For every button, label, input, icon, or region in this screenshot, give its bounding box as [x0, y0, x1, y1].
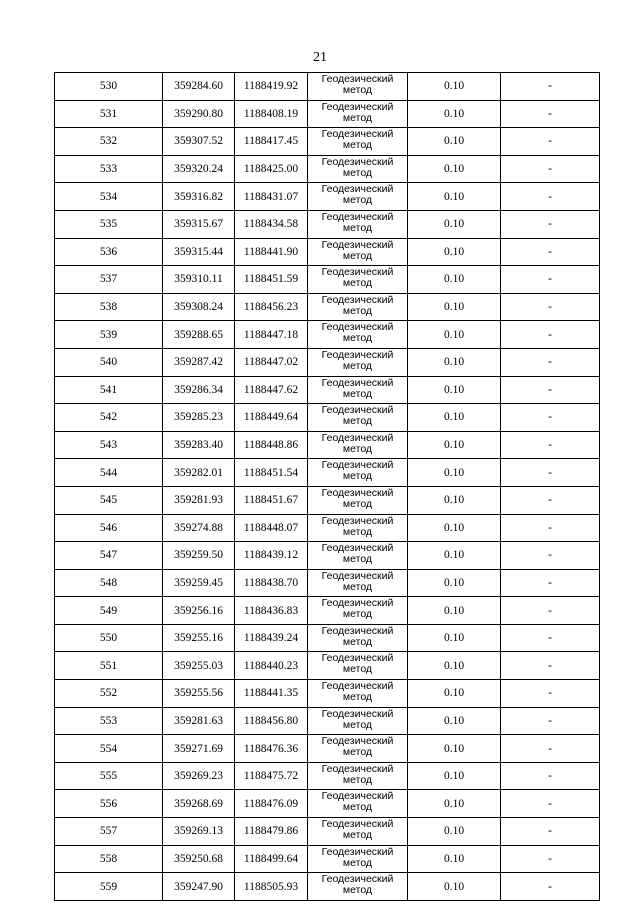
method-cell [308, 100, 408, 128]
table-row [55, 404, 600, 432]
point-number-cell: 547 [55, 542, 163, 570]
note-cell: - [501, 238, 600, 266]
note-cell: - [501, 873, 600, 901]
accuracy-cell: 0.10 [408, 376, 501, 404]
method-text-line-1: Геодезический [321, 707, 394, 720]
y-coordinate-cell: 1188476.09 [235, 790, 308, 818]
x-coordinate-cell: 359269.23 [163, 762, 235, 790]
accuracy-cell: 0.10 [408, 542, 501, 570]
method-text-line-1: Геодезический [321, 624, 394, 637]
method-text-line-1: Геодезический [321, 486, 394, 499]
point-number-cell: 535 [55, 210, 163, 238]
y-coordinate-cell: 1188441.90 [235, 238, 308, 266]
method-text-line-1: Геодезический [321, 100, 394, 113]
accuracy-cell: 0.10 [408, 514, 501, 542]
point-number-cell: 543 [55, 431, 163, 459]
accuracy-cell: 0.10 [408, 404, 501, 432]
method-text-line-1: Геодезический [321, 128, 394, 141]
method-text-line-2: метод [342, 166, 373, 179]
table-row [55, 238, 600, 266]
method-text-line-1: Геодезический [321, 348, 394, 361]
y-coordinate-cell: 1188408.19 [235, 100, 308, 128]
y-coordinate-cell: 1188447.02 [235, 348, 308, 376]
y-coordinate-cell: 1188417.45 [235, 128, 308, 156]
point-number-cell: 555 [55, 762, 163, 790]
method-text-line-1: Геодезический [321, 873, 394, 886]
method-text-line-2: метод [342, 801, 373, 814]
method-text-line-2: метод [342, 635, 373, 648]
x-coordinate-cell: 359259.50 [163, 542, 235, 570]
method-text-line-1: Геодезический [321, 680, 394, 693]
x-coordinate-cell: 359315.44 [163, 238, 235, 266]
point-number-cell: 552 [55, 680, 163, 708]
x-coordinate-cell: 359255.56 [163, 680, 235, 708]
x-coordinate-cell: 359259.45 [163, 569, 235, 597]
method-cell [308, 762, 408, 790]
note-cell: - [501, 707, 600, 735]
method-text-line-2: метод [342, 470, 373, 483]
accuracy-cell: 0.10 [408, 155, 501, 183]
x-coordinate-cell: 359290.80 [163, 100, 235, 128]
method-cell [308, 624, 408, 652]
point-number-cell: 551 [55, 652, 163, 680]
point-number-cell: 532 [55, 128, 163, 156]
accuracy-cell: 0.10 [408, 818, 501, 846]
table-row [55, 266, 600, 294]
table-row [55, 100, 600, 128]
method-cell [308, 321, 408, 349]
note-cell: - [501, 514, 600, 542]
table-row [55, 680, 600, 708]
point-number-cell: 548 [55, 569, 163, 597]
y-coordinate-cell: 1188425.00 [235, 155, 308, 183]
method-text-line-2: метод [342, 580, 373, 593]
point-number-cell: 533 [55, 155, 163, 183]
accuracy-cell: 0.10 [408, 128, 501, 156]
method-text-line-2: метод [342, 415, 373, 428]
table-row [55, 845, 600, 873]
table-row [55, 321, 600, 349]
method-text-line-2: метод [342, 773, 373, 786]
method-text-line-1: Геодезический [321, 652, 394, 665]
method-text-line-2: метод [342, 746, 373, 759]
accuracy-cell: 0.10 [408, 680, 501, 708]
method-text-line-2: метод [342, 387, 373, 400]
note-cell: - [501, 486, 600, 514]
note-cell: - [501, 348, 600, 376]
method-text-line-2: метод [342, 553, 373, 566]
method-cell [308, 155, 408, 183]
table-row [55, 762, 600, 790]
note-cell: - [501, 266, 600, 294]
method-text-line-1: Геодезический [321, 155, 394, 168]
method-text-line-1: Геодезический [321, 818, 394, 831]
point-number-cell: 545 [55, 486, 163, 514]
y-coordinate-cell: 1188505.93 [235, 873, 308, 901]
y-coordinate-cell: 1188436.83 [235, 597, 308, 625]
point-number-cell: 538 [55, 293, 163, 321]
method-text-line-1: Геодезический [321, 431, 394, 444]
x-coordinate-cell: 359269.13 [163, 818, 235, 846]
method-cell [308, 238, 408, 266]
note-cell: - [501, 293, 600, 321]
x-coordinate-cell: 359256.16 [163, 597, 235, 625]
table-row [55, 376, 600, 404]
point-number-cell: 542 [55, 404, 163, 432]
coordinates-table [54, 72, 600, 901]
table-row [55, 348, 600, 376]
point-number-cell: 544 [55, 459, 163, 487]
method-text-line-2: метод [342, 139, 373, 152]
method-text-line-1: Геодезический [321, 569, 394, 582]
method-text-line-1: Геодезический [321, 514, 394, 527]
y-coordinate-cell: 1188451.59 [235, 266, 308, 294]
method-text-line-1: Геодезический [321, 376, 394, 389]
note-cell: - [501, 680, 600, 708]
y-coordinate-cell: 1188479.86 [235, 818, 308, 846]
method-text-line-1: Геодезический [321, 597, 394, 610]
y-coordinate-cell: 1188439.12 [235, 542, 308, 570]
method-text-line-2: метод [342, 277, 373, 290]
x-coordinate-cell: 359315.67 [163, 210, 235, 238]
method-cell [308, 459, 408, 487]
point-number-cell: 540 [55, 348, 163, 376]
method-text-line-2: метод [342, 691, 373, 704]
x-coordinate-cell: 359271.69 [163, 735, 235, 763]
y-coordinate-cell: 1188419.92 [235, 73, 308, 101]
y-coordinate-cell: 1188456.23 [235, 293, 308, 321]
method-text-line-2: метод [342, 663, 373, 676]
x-coordinate-cell: 359320.24 [163, 155, 235, 183]
y-coordinate-cell: 1188440.23 [235, 652, 308, 680]
method-cell [308, 128, 408, 156]
y-coordinate-cell: 1188448.86 [235, 431, 308, 459]
table-row [55, 707, 600, 735]
method-cell [308, 818, 408, 846]
table-row [55, 128, 600, 156]
table-row [55, 873, 600, 901]
accuracy-cell: 0.10 [408, 73, 501, 101]
method-cell [308, 735, 408, 763]
method-cell [308, 376, 408, 404]
table-row [55, 459, 600, 487]
y-coordinate-cell: 1188456.80 [235, 707, 308, 735]
note-cell: - [501, 569, 600, 597]
method-cell [308, 486, 408, 514]
table-row [55, 210, 600, 238]
accuracy-cell: 0.10 [408, 293, 501, 321]
method-cell [308, 597, 408, 625]
method-text-line-2: метод [342, 221, 373, 234]
y-coordinate-cell: 1188434.58 [235, 210, 308, 238]
note-cell: - [501, 100, 600, 128]
x-coordinate-cell: 359287.42 [163, 348, 235, 376]
method-text-line-2: метод [342, 829, 373, 842]
note-cell: - [501, 404, 600, 432]
x-coordinate-cell: 359286.34 [163, 376, 235, 404]
x-coordinate-cell: 359284.60 [163, 73, 235, 101]
method-cell [308, 293, 408, 321]
note-cell: - [501, 321, 600, 349]
method-cell [308, 542, 408, 570]
point-number-cell: 536 [55, 238, 163, 266]
point-number-cell: 559 [55, 873, 163, 901]
accuracy-cell: 0.10 [408, 431, 501, 459]
accuracy-cell: 0.10 [408, 486, 501, 514]
x-coordinate-cell: 359255.16 [163, 624, 235, 652]
method-cell [308, 873, 408, 901]
accuracy-cell: 0.10 [408, 183, 501, 211]
method-text-line-1: Геодезический [321, 210, 394, 223]
note-cell: - [501, 735, 600, 763]
method-text-line-2: метод [342, 84, 373, 96]
page-number: 21 [313, 50, 327, 65]
method-text-line-1: Геодезический [321, 321, 394, 334]
accuracy-cell: 0.10 [408, 873, 501, 901]
x-coordinate-cell: 359250.68 [163, 845, 235, 873]
point-number-cell: 553 [55, 707, 163, 735]
method-cell [308, 652, 408, 680]
accuracy-cell: 0.10 [408, 735, 501, 763]
accuracy-cell: 0.10 [408, 652, 501, 680]
method-cell [308, 514, 408, 542]
method-text-line-1: Геодезический [321, 404, 394, 417]
method-text-line-2: метод [342, 884, 373, 897]
x-coordinate-cell: 359247.90 [163, 873, 235, 901]
table-row [55, 183, 600, 211]
accuracy-cell: 0.10 [408, 321, 501, 349]
point-number-cell: 556 [55, 790, 163, 818]
y-coordinate-cell: 1188476.36 [235, 735, 308, 763]
point-number-cell: 539 [55, 321, 163, 349]
method-cell [308, 569, 408, 597]
x-coordinate-cell: 359316.82 [163, 183, 235, 211]
note-cell: - [501, 183, 600, 211]
y-coordinate-cell: 1188451.67 [235, 486, 308, 514]
method-text-line-2: метод [342, 856, 373, 869]
table-row [55, 818, 600, 846]
point-number-cell: 549 [55, 597, 163, 625]
method-text-line-2: метод [342, 111, 373, 124]
method-text-line-1: Геодезический [321, 542, 394, 555]
x-coordinate-cell: 359288.65 [163, 321, 235, 349]
method-text-line-1: Геодезический [321, 762, 394, 775]
y-coordinate-cell: 1188475.72 [235, 762, 308, 790]
point-number-cell: 550 [55, 624, 163, 652]
note-cell: - [501, 155, 600, 183]
y-coordinate-cell: 1188448.07 [235, 514, 308, 542]
method-cell [308, 73, 408, 101]
accuracy-cell: 0.10 [408, 707, 501, 735]
y-coordinate-cell: 1188439.24 [235, 624, 308, 652]
method-text-line-2: метод [342, 332, 373, 345]
x-coordinate-cell: 359310.11 [163, 266, 235, 294]
accuracy-cell: 0.10 [408, 597, 501, 625]
note-cell: - [501, 459, 600, 487]
method-text-line-1: Геодезический [321, 183, 394, 196]
table-row [55, 790, 600, 818]
method-text-line-1: Геодезический [321, 293, 394, 306]
note-cell: - [501, 818, 600, 846]
x-coordinate-cell: 359308.24 [163, 293, 235, 321]
method-text-line-2: метод [342, 525, 373, 538]
note-cell: - [501, 624, 600, 652]
note-cell: - [501, 128, 600, 156]
y-coordinate-cell: 1188431.07 [235, 183, 308, 211]
note-cell: - [501, 376, 600, 404]
x-coordinate-cell: 359255.03 [163, 652, 235, 680]
method-cell [308, 790, 408, 818]
method-cell [308, 680, 408, 708]
table-row [55, 652, 600, 680]
point-number-cell: 554 [55, 735, 163, 763]
method-text-line-2: метод [342, 608, 373, 621]
table-row [55, 155, 600, 183]
note-cell: - [501, 210, 600, 238]
note-cell: - [501, 790, 600, 818]
table-row [55, 597, 600, 625]
y-coordinate-cell: 1188441.35 [235, 680, 308, 708]
table-row [55, 73, 600, 101]
method-text-line-1: Геодезический [321, 790, 394, 803]
accuracy-cell: 0.10 [408, 624, 501, 652]
method-text-line-1: Геодезический [321, 459, 394, 472]
table-row [55, 735, 600, 763]
method-text-line-1: Геодезический [321, 845, 394, 858]
point-number-cell: 558 [55, 845, 163, 873]
y-coordinate-cell: 1188449.64 [235, 404, 308, 432]
note-cell: - [501, 73, 600, 101]
accuracy-cell: 0.10 [408, 266, 501, 294]
x-coordinate-cell: 359283.40 [163, 431, 235, 459]
method-text-line-1: Геодезический [321, 735, 394, 748]
method-text-line-1: Геодезический [321, 266, 394, 279]
y-coordinate-cell: 1188447.18 [235, 321, 308, 349]
table-row [55, 542, 600, 570]
point-number-cell: 534 [55, 183, 163, 211]
method-cell [308, 348, 408, 376]
note-cell: - [501, 542, 600, 570]
accuracy-cell: 0.10 [408, 100, 501, 128]
accuracy-cell: 0.10 [408, 238, 501, 266]
y-coordinate-cell: 1188447.62 [235, 376, 308, 404]
x-coordinate-cell: 359282.01 [163, 459, 235, 487]
method-text-line-2: метод [342, 497, 373, 510]
method-text-line-1: Геодезический [321, 238, 394, 251]
method-cell [308, 404, 408, 432]
point-number-cell: 537 [55, 266, 163, 294]
table-row [55, 624, 600, 652]
coordinates-table-body [55, 73, 600, 901]
method-text-line-2: метод [342, 359, 373, 372]
method-text-line-2: метод [342, 304, 373, 317]
table-row [55, 569, 600, 597]
accuracy-cell: 0.10 [408, 210, 501, 238]
accuracy-cell: 0.10 [408, 459, 501, 487]
accuracy-cell: 0.10 [408, 790, 501, 818]
accuracy-cell: 0.10 [408, 762, 501, 790]
method-text-line-2: метод [342, 718, 373, 731]
y-coordinate-cell: 1188451.54 [235, 459, 308, 487]
accuracy-cell: 0.10 [408, 569, 501, 597]
x-coordinate-cell: 359285.23 [163, 404, 235, 432]
method-cell [308, 707, 408, 735]
accuracy-cell: 0.10 [408, 348, 501, 376]
y-coordinate-cell: 1188438.70 [235, 569, 308, 597]
x-coordinate-cell: 359307.52 [163, 128, 235, 156]
table-row [55, 486, 600, 514]
table-row [55, 431, 600, 459]
x-coordinate-cell: 359281.63 [163, 707, 235, 735]
point-number-cell: 530 [55, 73, 163, 101]
method-text-line-1: Геодезический [321, 73, 394, 85]
note-cell: - [501, 762, 600, 790]
table-row [55, 293, 600, 321]
method-cell [308, 266, 408, 294]
point-number-cell: 531 [55, 100, 163, 128]
method-text-line-2: метод [342, 249, 373, 262]
point-number-cell: 557 [55, 818, 163, 846]
table-row [55, 514, 600, 542]
note-cell: - [501, 845, 600, 873]
method-cell [308, 431, 408, 459]
point-number-cell: 546 [55, 514, 163, 542]
method-cell [308, 845, 408, 873]
note-cell: - [501, 652, 600, 680]
point-number-cell: 541 [55, 376, 163, 404]
method-text-line-2: метод [342, 194, 373, 207]
method-text-line-2: метод [342, 442, 373, 455]
note-cell: - [501, 597, 600, 625]
x-coordinate-cell: 359274.88 [163, 514, 235, 542]
method-cell [308, 183, 408, 211]
accuracy-cell: 0.10 [408, 845, 501, 873]
x-coordinate-cell: 359268.69 [163, 790, 235, 818]
x-coordinate-cell: 359281.93 [163, 486, 235, 514]
method-cell [308, 210, 408, 238]
y-coordinate-cell: 1188499.64 [235, 845, 308, 873]
note-cell: - [501, 431, 600, 459]
